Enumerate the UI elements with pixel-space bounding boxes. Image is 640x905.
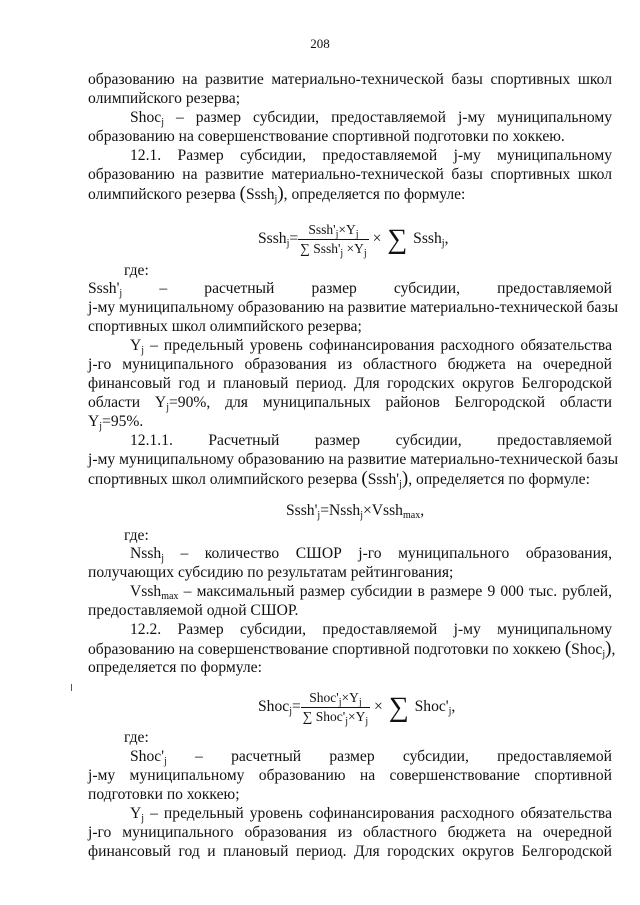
- scan-mark: [71, 684, 72, 691]
- paragraph-line: олимпийского резерва;: [88, 90, 241, 107]
- paragraph-line: области $Y_j=90\%$, для муниципальных районов Белгородской области: [88, 394, 612, 413]
- definition-line: $Shoc'_j$ – расчетный размер субсидии, предоставляемой: [130, 748, 612, 767]
- paragraph-line: спортивных школ олимпийского резерва $(Sssh'_j)$, определяется по формуле:: [88, 468, 590, 490]
- definition-line: Nssh$_j$ – количество СШОР j-го муниципального образования,: [130, 545, 612, 564]
- paragraph-line: образованию на развитие материально-технической базы спортивных школ: [88, 166, 612, 183]
- paragraph-line: образованию на совершенствование спортивной подготовки по хоккею.: [88, 128, 565, 145]
- paragraph-line: j-му муниципальному образованию на развитие материально-технической базы: [88, 451, 619, 468]
- paragraph-line: j-го муниципального образования из областного бюджета на очередной: [88, 356, 612, 373]
- paragraph-line: j-му муниципальному образованию на совершенствование спортивной: [88, 767, 612, 784]
- definition-line: Vssh$_{max}$ – максимальный размер субсидии в размере 9 000 тыс. рублей,: [130, 583, 612, 602]
- paragraph-line: предоставляемой одной СШОР.: [88, 602, 299, 619]
- paragraph-line: образованию на развитие материально-технической базы спортивных школ: [88, 71, 612, 88]
- where-label: где:: [124, 527, 149, 544]
- fraction: $\frac{Shoc'_j\times Y_j}{\sum Shoc'_j\times Y_j}$: [302, 690, 369, 727]
- definition-line: $Y_j$ – предельный уровень софинансирования расходного обязательства: [130, 337, 612, 356]
- paragraph-line: j-му муниципальному образованию на развитие материально-технической базы: [88, 299, 619, 316]
- formula-sssh-prime: $Sssh'_j=Nssh_j\times Vssh_{max}$,: [286, 502, 425, 521]
- section-heading-line: 12.1.1. Расчетный размер субсидии, предоставляемой: [130, 432, 612, 449]
- paragraph-line: определяется по формуле:: [88, 659, 262, 676]
- paragraph-line: получающих субсидию по результатам рейтингования;: [88, 564, 454, 581]
- page-number: 208: [310, 36, 330, 51]
- paragraph-line: $Y_j=95\%$.: [88, 413, 144, 432]
- section-heading-line: 12.2. Размер субсидии, предоставляемой j-му муниципальному: [130, 621, 612, 638]
- formula-shoc: Shoc$_j$= $\frac{Shoc'_j\times Y_j}{\sum Shoc'_j\times Y_j}$ × ∑ $Shoc'_j$,: [258, 690, 456, 727]
- section-heading-line: 12.1. Размер субсидии, предоставляемой j-му муниципальному: [130, 147, 612, 164]
- paragraph-line: финансовый год и плановый период. Для городских округов Белгородской: [88, 375, 612, 392]
- formula-sssh: Sssh$_j$= $\frac{Sssh'_j\times Y_j}{\sum Sssh'_j \times Y_j}$ × ∑ Sssh$_j$,: [258, 222, 449, 259]
- sum-symbol: ∑: [387, 223, 408, 255]
- symbol: Shoc: [130, 109, 162, 126]
- definition-line: $Y_j$ – предельный уровень софинансирования расходного обязательства: [130, 805, 612, 824]
- where-label: где:: [124, 262, 149, 279]
- where-label: где:: [124, 729, 149, 746]
- paragraph-line: финансовый год и плановый период. Для городских округов Белгородской: [88, 843, 612, 860]
- paragraph-line: подготовки по хоккею;: [88, 786, 240, 803]
- sum-symbol: ∑: [388, 691, 409, 723]
- definition-line: $Sssh'_j$ – расчетный размер субсидии, предоставляемой: [88, 280, 612, 299]
- definition-line: Shoc$_j$ – размер субсидии, предоставляемой j-му муниципальному: [130, 109, 612, 128]
- paragraph-line: олимпийского резерва (Sssh$_j$), определяется по формуле:: [88, 183, 466, 205]
- paragraph-line: спортивных школ олимпийского резерва;: [88, 318, 362, 335]
- fraction: $\frac{Sssh'_j\times Y_j}{\sum Sssh'_j \times Y_j}$: [300, 222, 367, 259]
- paragraph-line: j-го муниципального образования из областного бюджета на очередной: [88, 824, 612, 841]
- paragraph-line: образованию на совершенствование спортивной подготовки по хоккею (Shoc$_j$),: [88, 638, 616, 660]
